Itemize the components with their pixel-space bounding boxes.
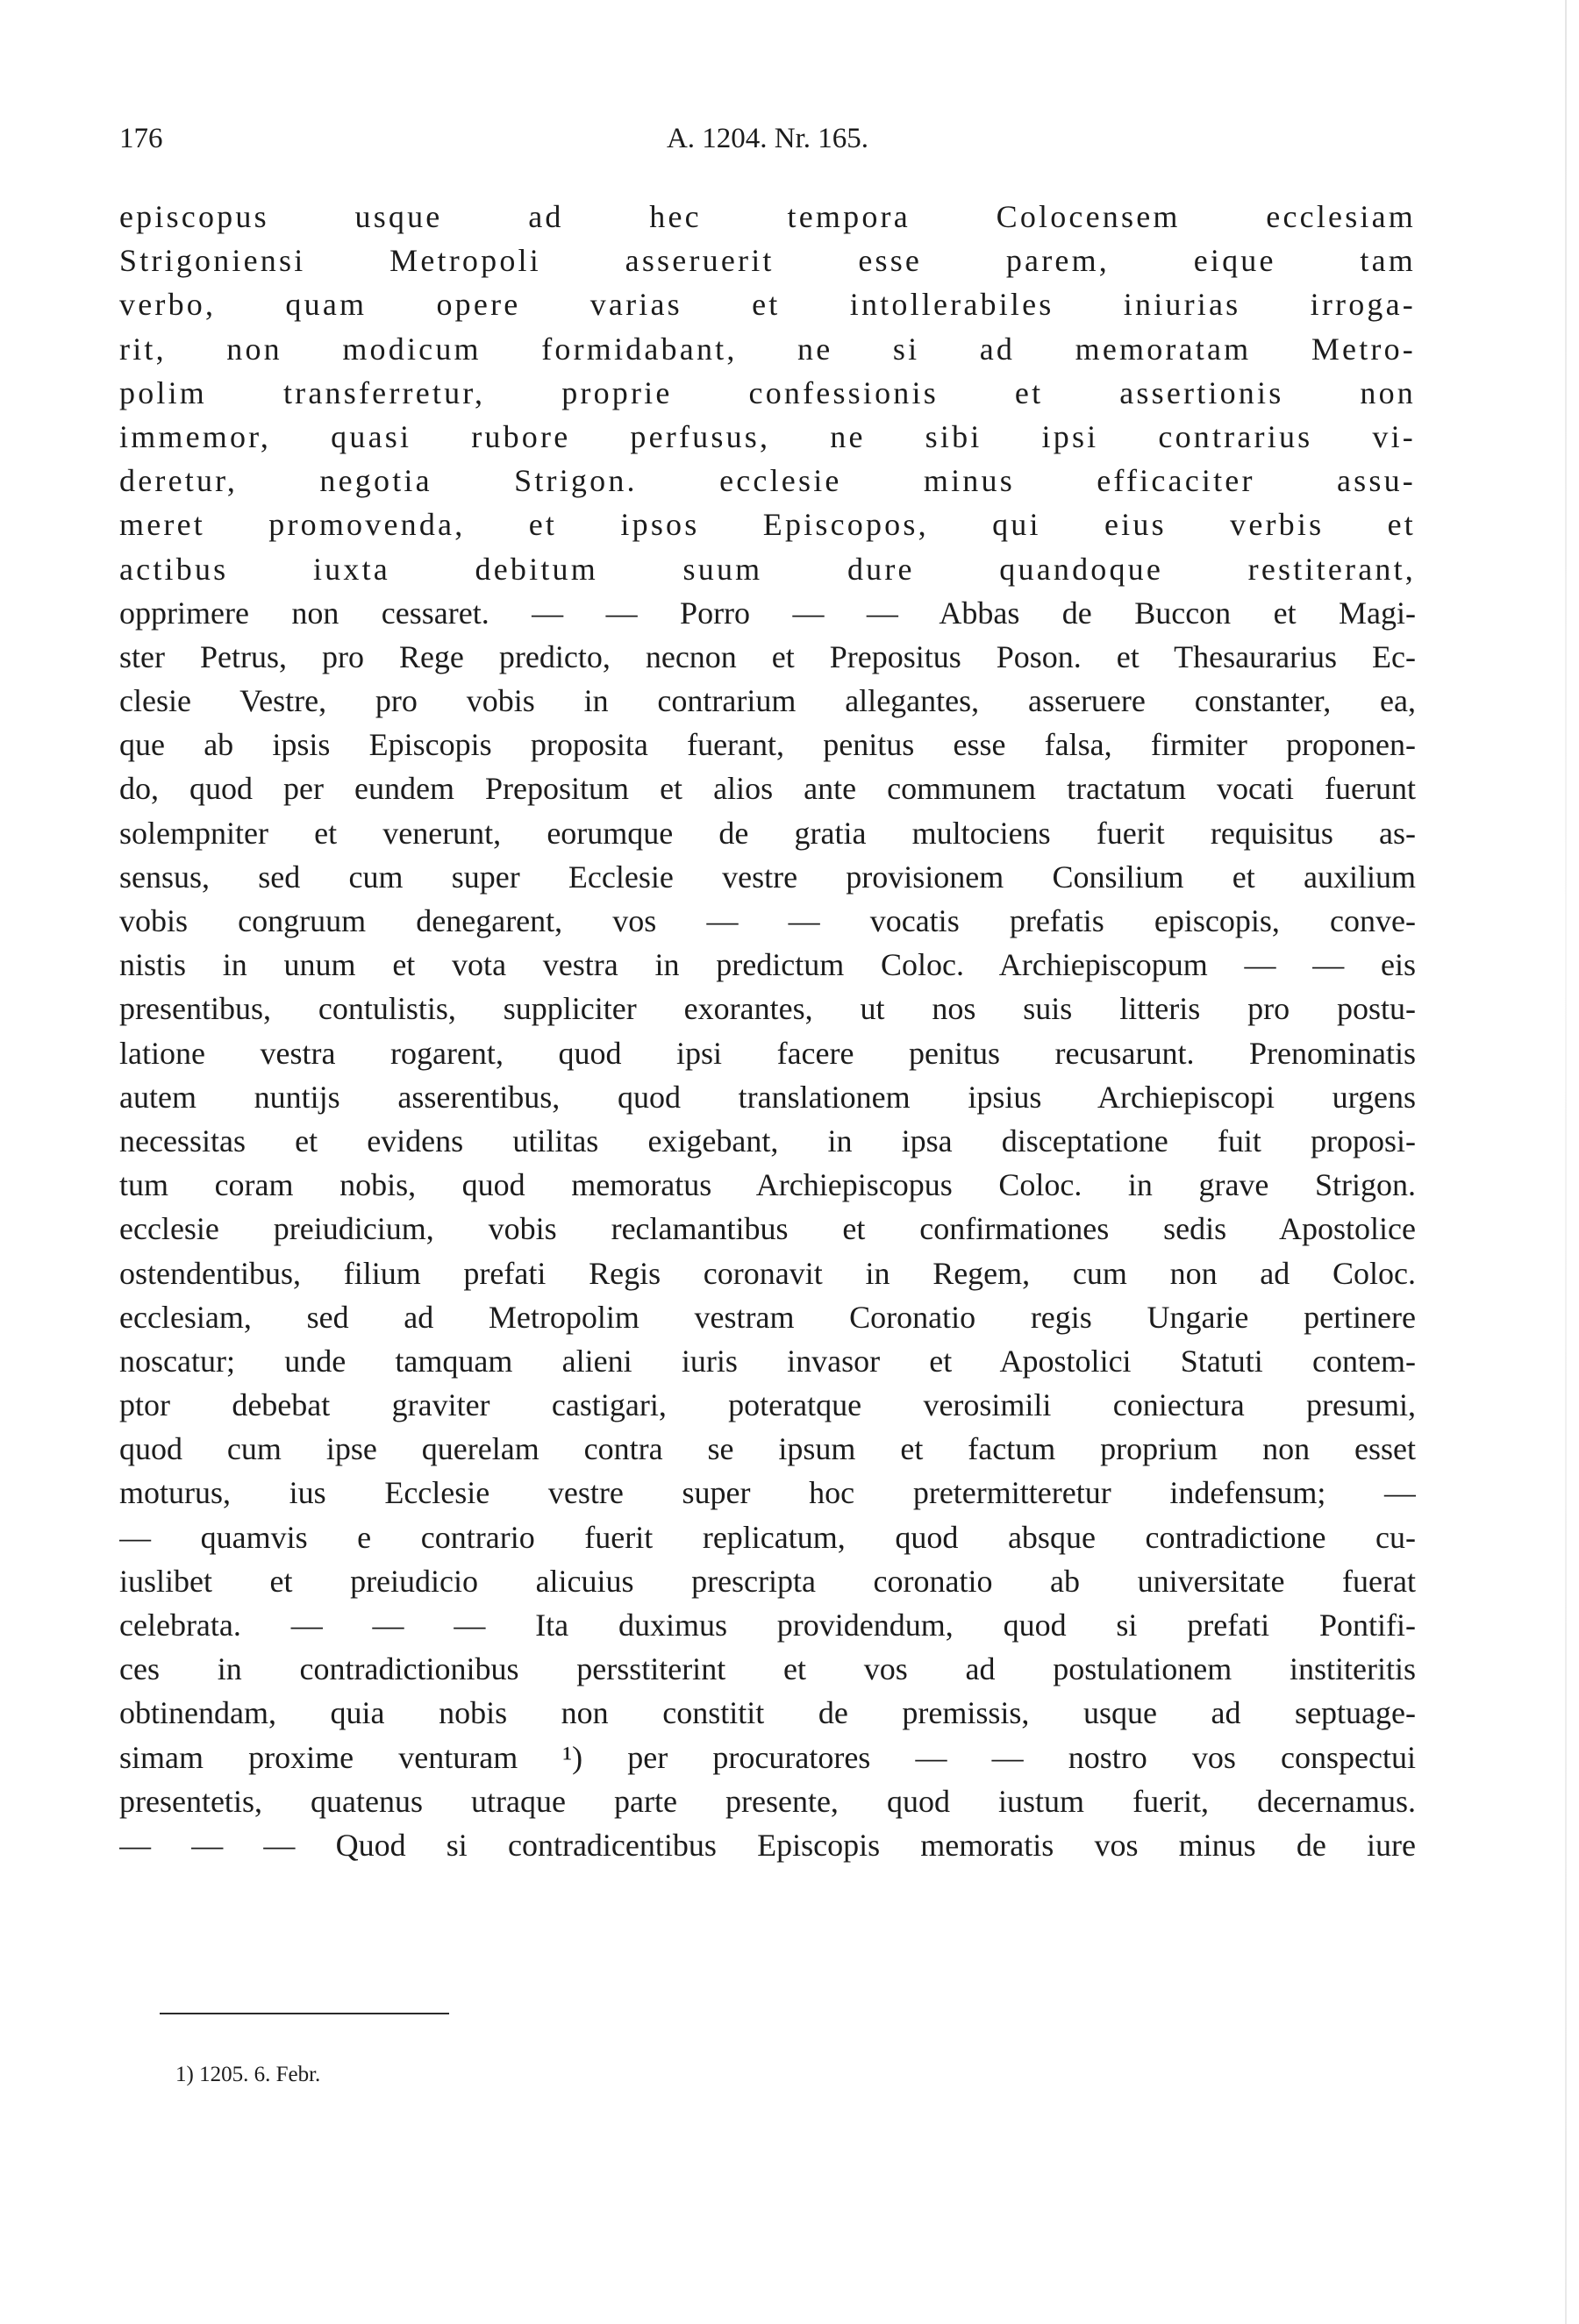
text-line: obtinendam, quia nobis non constitit de premissis, usque ad septuage-	[119, 1695, 1416, 1731]
text-line: ecclesiam, sed ad Metropolim vestram Coronatio regis Ungarie pertinere	[119, 1299, 1416, 1335]
text-line: polim transferretur, proprie confessionis et assertionis non	[119, 374, 1416, 410]
running-head: A. 1204. Nr. 165.	[666, 123, 869, 154]
text-line: deretur, negotia Strigon. ecclesie minus efficaciter assu-	[119, 463, 1416, 499]
text-line: autem nuntijs asserentibus, quod translationem ipsius Archiepiscopi urgens	[119, 1079, 1416, 1115]
text-line: celebrata. — — — Ita duximus providendum, quod si prefati Pontifi-	[119, 1608, 1416, 1643]
text-line: ces in contradictionibus persstiterint et vos ad postulationem institeritis	[119, 1651, 1416, 1687]
text-line: presentibus, contulistis, suppliciter exorantes, ut nos suis litteris pro postu-	[119, 991, 1416, 1027]
text-line: do, quod per eundem Prepositum et alios ante communem tractatum vocati fuerunt	[119, 771, 1416, 807]
text-line: ecclesie preiudicium, vobis reclamantibus et confirmationes sedis Apostolice	[119, 1211, 1416, 1247]
body-text	[119, 195, 1416, 1867]
text-line: clesie Vestre, pro vobis in contrarium allegantes, asseruere constanter, ea,	[119, 683, 1416, 719]
text-line: sensus, sed cum super Ecclesie vestre provisionem Consilium et auxilium	[119, 859, 1416, 895]
text-line: que ab ipsis Episcopis proposita fuerant, penitus esse falsa, firmiter proponen-	[119, 727, 1416, 763]
text-line: vobis congruum denegarent, vos — — vocatis prefatis episcopis, conve-	[119, 903, 1416, 938]
text-line: solempniter et venerunt, eorumque de gratia multociens fuerit requisitus as-	[119, 815, 1416, 851]
text-line: tum coram nobis, quod memoratus Archiepiscopus Coloc. in grave Strigon.	[119, 1167, 1416, 1203]
text-line: — — — Quod si contradicentibus Episcopis memoratis vos minus de iure	[119, 1827, 1416, 1863]
text-line: Strigoniensi Metropoli asseruerit esse parem, eique tam	[119, 243, 1416, 279]
text-line: nistis in unum et vota vestra in predictum Coloc. Archiepiscopum — — eis	[119, 947, 1416, 983]
text-line: opprimere non cessaret. — — Porro — — Abbas de Buccon et Magi-	[119, 595, 1416, 631]
text-line: moturus, ius Ecclesie vestre super hoc pretermitteretur indefensum; —	[119, 1475, 1416, 1511]
text-line: ptor debebat graviter castigari, poteratque verosimili coniectura presumi,	[119, 1387, 1416, 1423]
text-line: actibus iuxta debitum suum dure quandoque restiterant,	[119, 551, 1416, 587]
text-line: meret promovenda, et ipsos Episcopos, qui eius verbis et	[119, 507, 1416, 543]
scan-edge-shadow	[1565, 0, 1567, 2324]
text-line: immemor, quasi rubore perfusus, ne sibi ipsi contrarius vi-	[119, 418, 1416, 454]
text-line: ostendentibus, filium prefati Regis coronavit in Regem, cum non ad Coloc.	[119, 1255, 1416, 1291]
text-line: rit, non modicum formidabant, ne si ad memoratam Metro-	[119, 331, 1416, 367]
text-line: verbo, quam opere varias et intollerabiles iniurias irroga-	[119, 287, 1416, 323]
footnote: 1) 1205. 6. Febr.	[175, 2063, 321, 2086]
page-number: 176	[119, 123, 163, 154]
text-line: latione vestra rogarent, quod ipsi facere penitus recusarunt. Prenominatis	[119, 1035, 1416, 1071]
text-line: iuslibet et preiudicio alicuius prescripta coronatio ab universitate fuerat	[119, 1563, 1416, 1599]
footnote-rule	[160, 2013, 449, 2014]
text-line: simam proxime venturam ¹) per procuratores — — nostro vos conspectui	[119, 1739, 1416, 1775]
text-line: necessitas et evidens utilitas exigebant, in ipsa disceptatione fuit proposi-	[119, 1123, 1416, 1158]
text-line: noscatur; unde tamquam alieni iuris invasor et Apostolici Statuti contem-	[119, 1343, 1416, 1379]
text-line: presentetis, quatenus utraque parte presente, quod iustum fuerit, decernamus.	[119, 1783, 1416, 1819]
text-line: episcopus usque ad hec tempora Colocensem ecclesiam	[119, 199, 1416, 234]
text-line: — quamvis e contrario fuerit replicatum, quod absque contradictione cu-	[119, 1519, 1416, 1555]
text-line: quod cum ipse querelam contra se ipsum et factum proprium non esset	[119, 1431, 1416, 1467]
page-header	[119, 123, 1416, 167]
text-line: ster Petrus, pro Rege predicto, necnon et Prepositus Poson. et Thesaurarius Ec-	[119, 638, 1416, 674]
